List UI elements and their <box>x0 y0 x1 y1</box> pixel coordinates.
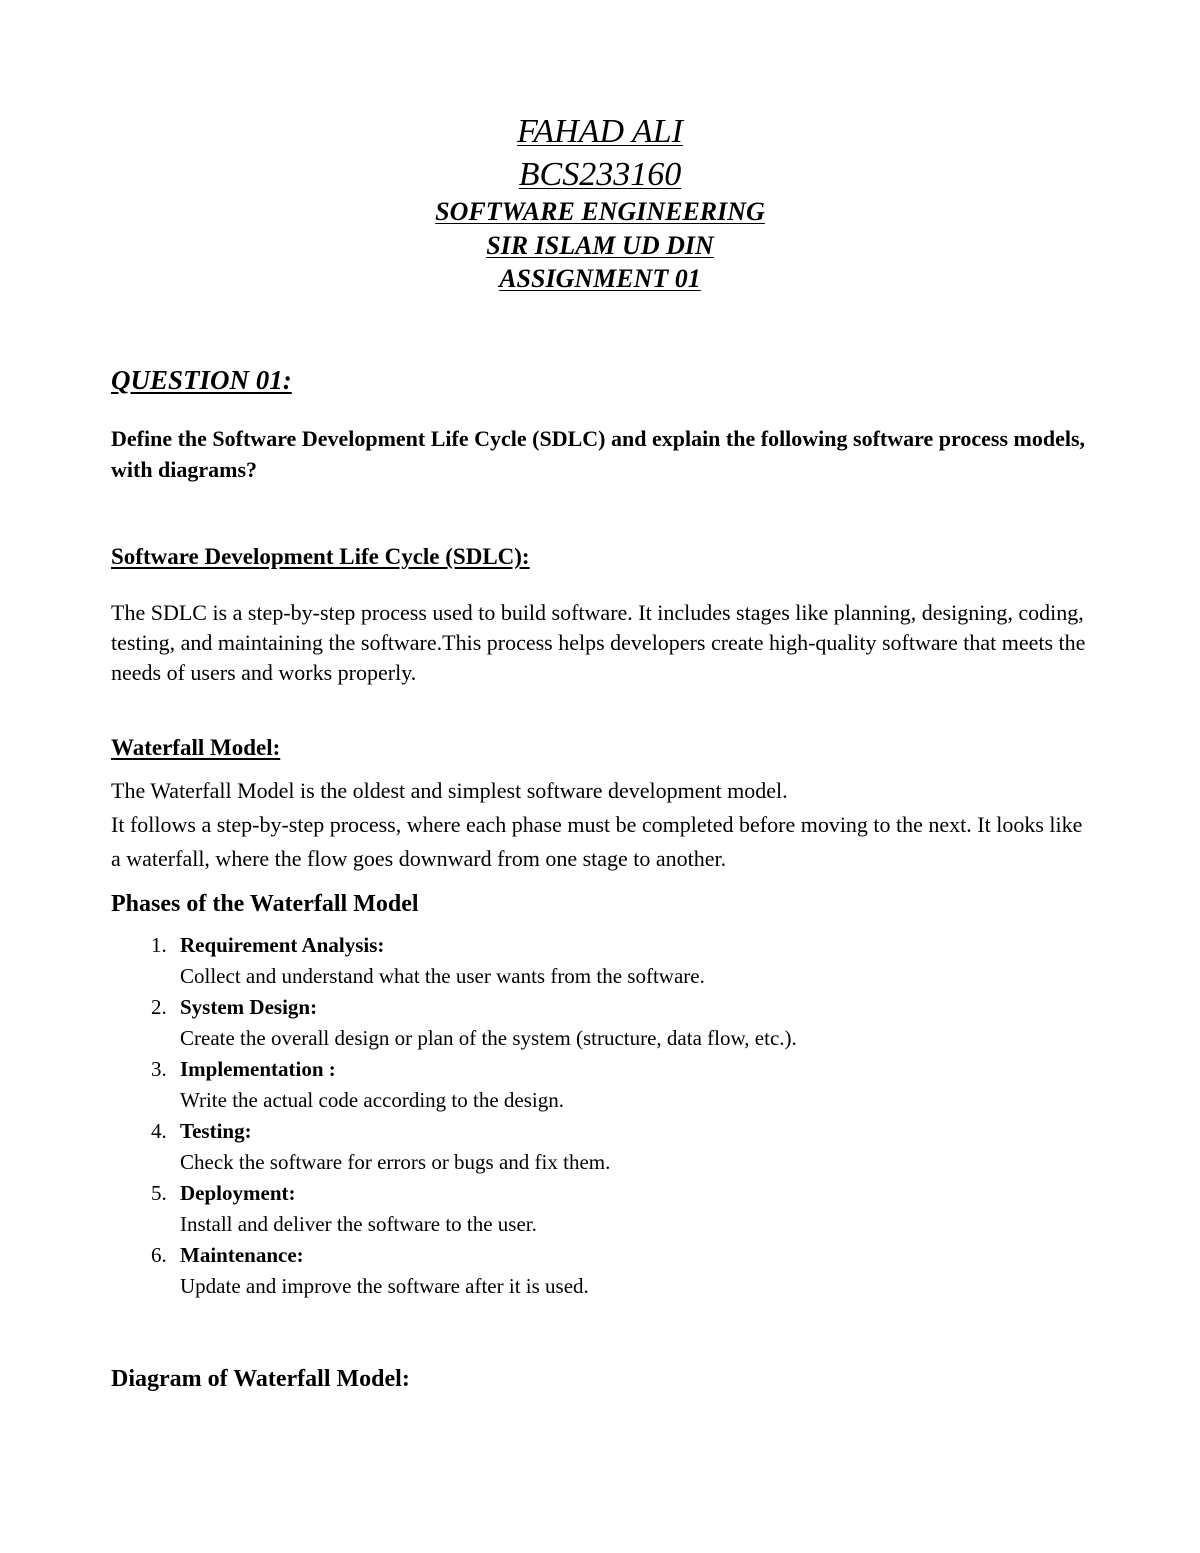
list-item <box>111 992 1011 1054</box>
phase-title: System Design: <box>180 995 318 1019</box>
waterfall-paragraph-line-2: It follows a step-by-step process, where each phase must be completed before moving to the next. It looks like a waterfall, where the flow goes downward from one stage to another. <box>111 812 1083 871</box>
diagram-heading: Diagram of Waterfall Model: <box>111 1366 410 1392</box>
list-item <box>111 1178 1011 1240</box>
phase-description: Write the actual code according to the design. <box>180 1088 564 1112</box>
list-item <box>111 1054 1011 1116</box>
phases-list <box>111 930 1011 1302</box>
waterfall-paragraph <box>111 774 1091 876</box>
student-id: BCS233160 <box>518 156 682 193</box>
list-item-number: 4. <box>151 1119 167 1143</box>
phase-title: Maintenance: <box>180 1243 304 1267</box>
phase-description: Check the software for errors or bugs and fix them. <box>180 1150 611 1174</box>
phases-heading: Phases of the Waterfall Model <box>111 891 419 917</box>
question-text: Define the Software Development Life Cycle (SDLC) and explain the following software process models, with diagrams? <box>111 426 1086 482</box>
phase-title: Requirement Analysis: <box>180 933 385 957</box>
phase-description: Install and deliver the software to the user. <box>180 1212 537 1236</box>
list-item-number: 6. <box>151 1243 167 1267</box>
phase-description: Collect and understand what the user wants from the software. <box>180 964 705 988</box>
course-title: SOFTWARE ENGINEERING <box>435 197 765 226</box>
phase-description: Update and improve the software after it is used. <box>180 1274 589 1298</box>
question-heading: QUESTION 01: <box>111 365 292 395</box>
list-item-number: 2. <box>151 995 167 1019</box>
phase-title: Deployment: <box>180 1181 296 1205</box>
assignment-title: ASSIGNMENT 01 <box>499 264 701 293</box>
phase-title: Implementation : <box>180 1057 336 1081</box>
list-item <box>111 1240 1011 1302</box>
list-item-number: 1. <box>151 933 167 957</box>
list-item <box>111 1116 1011 1178</box>
list-item-number: 5. <box>151 1181 167 1205</box>
waterfall-paragraph-line-1: The Waterfall Model is the oldest and simplest software development model. <box>111 778 788 803</box>
list-item-number: 3. <box>151 1057 167 1081</box>
instructor-name: SIR ISLAM UD DIN <box>486 231 714 260</box>
student-name: FAHAD ALI <box>517 113 683 150</box>
waterfall-heading: Waterfall Model: <box>111 735 281 760</box>
list-item <box>111 930 1011 992</box>
sdlc-heading: Software Development Life Cycle (SDLC): <box>111 544 530 569</box>
phase-title: Testing: <box>180 1119 252 1143</box>
sdlc-paragraph: The SDLC is a step-by-step process used to build software. It includes stages like planning, designing, coding, testing, and maintaining the software.This process helps developers create high-quality software that meets the needs of users and works properly. <box>111 600 1086 685</box>
phase-description: Create the overall design or plan of the system (structure, data flow, etc.). <box>180 1026 797 1050</box>
